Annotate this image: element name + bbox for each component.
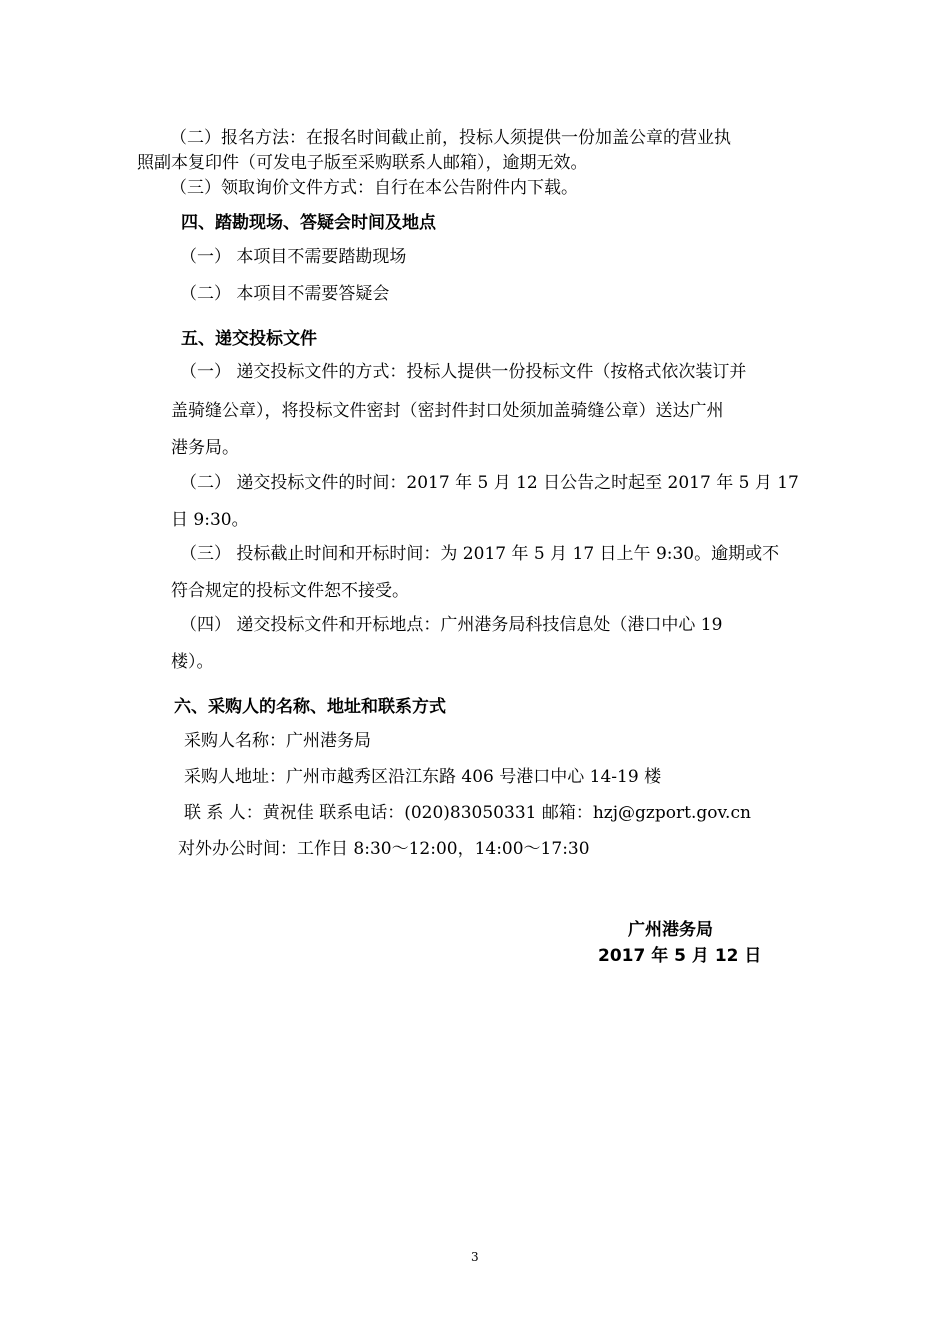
submission-method-line1: （一） 递交投标文件的方式：投标人提供一份投标文件（按格式依次装订并 — [180, 362, 747, 382]
registration-method-line1: （二）报名方法：在报名时间截止前，投标人须提供一份加盖公章的营业执 — [170, 128, 731, 148]
section5-heading: 五、递交投标文件 — [181, 329, 317, 349]
submission-time-line2: 日 9:30。 — [171, 510, 249, 530]
obtain-documents-method: （三）领取询价文件方式：自行在本公告附件内下载。 — [170, 178, 578, 198]
office-hours: 对外办公时间：工作日 8:30～12:00，14:00～17:30 — [178, 839, 590, 859]
section4-heading: 四、踏勘现场、答疑会时间及地点 — [181, 213, 436, 233]
submission-method-line3: 港务局。 — [171, 438, 239, 458]
registration-method-line2: 照副本复印件（可发电子版至采购联系人邮箱），逾期无效。 — [137, 153, 588, 173]
section4-item1: （一） 本项目不需要踏勘现场 — [180, 247, 407, 267]
submission-method-line2: 盖骑缝公章），将投标文件密封（密封件封口处须加盖骑缝公章）送达广州 — [171, 401, 724, 421]
submission-time-line1: （二） 递交投标文件的时间：2017 年 5 月 12 日公告之时起至 2017 年 5 月 17 — [180, 473, 799, 493]
opening-location-line2: 楼）。 — [171, 652, 214, 672]
purchaser-address: 采购人地址：广州市越秀区沿江东路 406 号港口中心 14-19 楼 — [184, 767, 662, 787]
section4-item2: （二） 本项目不需要答疑会 — [180, 284, 390, 304]
signature-date: 2017 年 5 月 12 日 — [598, 946, 762, 966]
signature-org: 广州港务局 — [628, 920, 713, 940]
deadline-line1: （三） 投标截止时间和开标时间：为 2017 年 5 月 17 日上午 9:30。逾期或不 — [180, 544, 780, 564]
opening-location-line1: （四） 递交投标文件和开标地点：广州港务局科技信息处（港口中心 19 — [180, 615, 723, 635]
purchaser-name: 采购人名称：广州港务局 — [184, 731, 371, 751]
deadline-line2: 符合规定的投标文件恕不接受。 — [171, 581, 409, 601]
page-number: 3 — [471, 1250, 479, 1264]
purchaser-contact: 联 系 人：黄祝佳 联系电话：(020)83050331 邮箱：hzj@gzport.gov.cn — [184, 803, 751, 823]
section6-heading: 六、采购人的名称、地址和联系方式 — [174, 697, 446, 717]
